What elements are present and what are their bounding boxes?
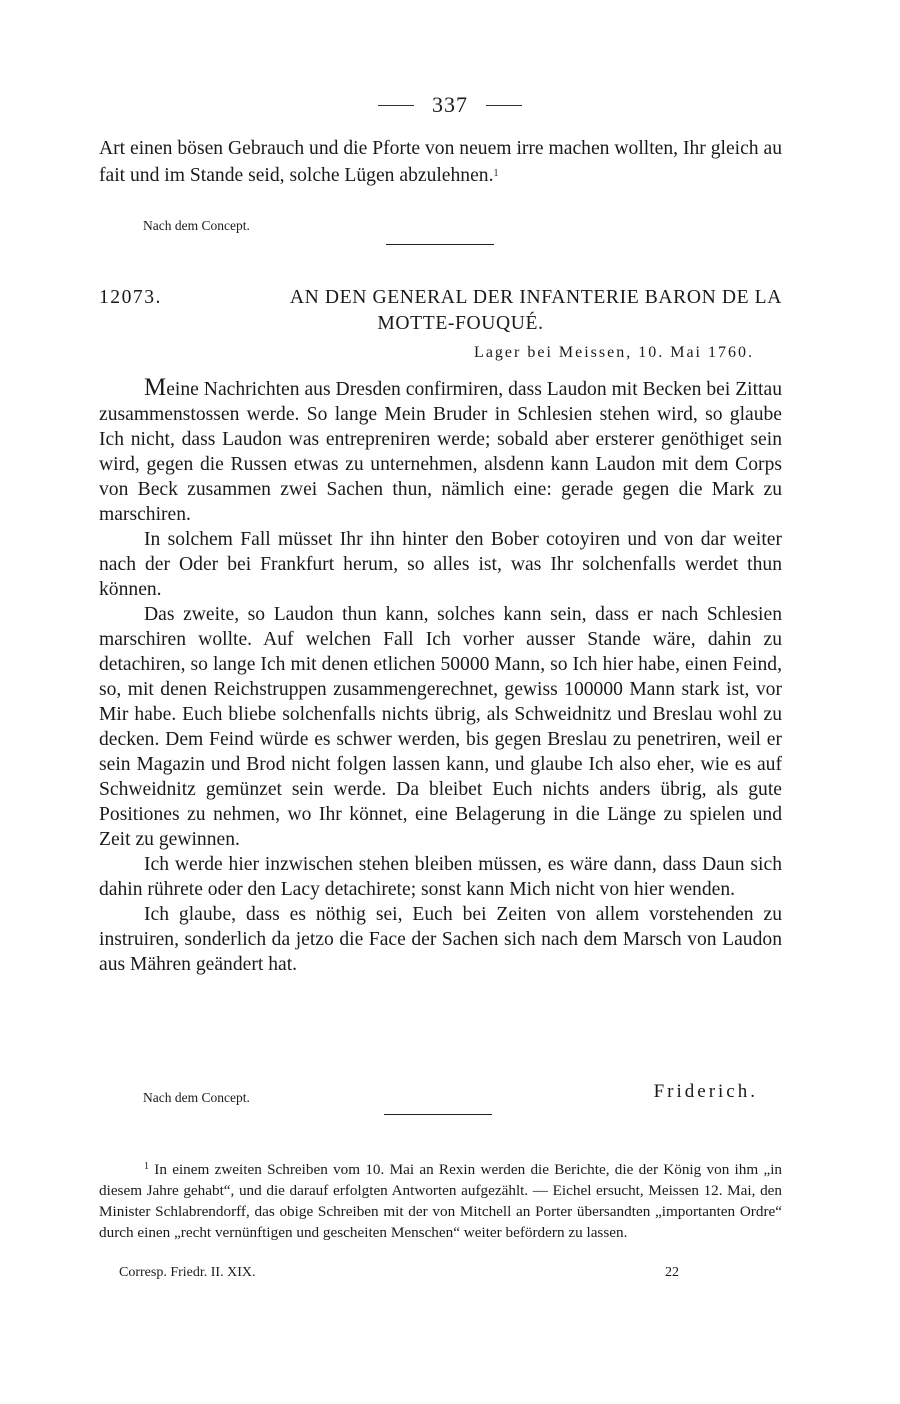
letter-paragraph-4: Ich werde hier inzwischen stehen bleiben müssen, es wäre dann, dass Daun sich dahin rührete oder den Lacy detachirete; sonst kann Mich nicht von hier wenden.	[99, 854, 782, 900]
letter-paragraph-5: Ich glaube, dass es nöthig sei, Euch bei Zeiten von allem vorstehenden zu instruiren, sonderlich da jetzo die Face der Sachen sich nach dem Marsch von Laudon aus Mähren geändert hat.	[99, 904, 782, 975]
carryover-text: Art einen bösen Gebrauch und die Pforte von neuem irre machen wollten, Ihr gleich au fait und im Stande seid, solche Lügen abzulehnen.	[99, 138, 782, 186]
letter-body	[99, 375, 782, 977]
footnote-reference: 1	[493, 168, 499, 179]
letter-signature: Friderich.	[653, 1081, 758, 1102]
letter-source-note: Nach dem Concept.	[143, 1090, 250, 1105]
header-dash-left	[378, 105, 414, 106]
letter-number: 12073.	[99, 287, 162, 308]
page-footer	[119, 1265, 679, 1281]
footer-gathering-number: 22	[665, 1265, 679, 1280]
letter-title-line1: AN DEN GENERAL DER INFANTERIE BARON DE LA	[289, 287, 782, 308]
carryover-source-note: Nach dem Concept.	[143, 218, 250, 233]
letter-paragraph-1	[99, 375, 782, 527]
footnote	[99, 1156, 782, 1243]
section-divider	[386, 244, 494, 245]
page-header	[0, 90, 900, 120]
letter-paragraph-3: Das zweite, so Laudon thun kann, solches kann sein, dass er nach Schlesien marschiren wollte. Auf welchen Fall Ich vorher ausser Stande wäre, dahin zu detachiren, so lange Ich mit denen etlichen 50000 Mann, so Ich hier habe, einen Feind, so, mit denen Reichstruppen zusammengerechnet, gewiss 100000 Mann stark ist, vor Mir habe. Euch bliebe solchenfalls nichts übrig, als Schweidnitz und Breslau wohl zu decken. Dem Feind würde es schwer werden, bis gegen Breslau zu penetriren, weil er sein Magazin und Brod nicht folgen lassen kann, und glaube Ich also eher, wie es auf Schweidnitz gemünzet sein werde. Da bleibet Euch nichts anders übrig, als gute Positiones zu nehmen, wo Ihr könnet, eine Belagerung in die Länge zu spielen und Zeit zu gewinnen.	[99, 604, 782, 850]
letter-dateline: Lager bei Meissen, 10. Mai 1760.	[474, 344, 754, 361]
header-dash-right	[486, 105, 522, 106]
letter-paragraph-2: In solchem Fall müsset Ihr ihn hinter den Bober cotoyiren und von dar weiter nach der Oder bei Frankfurt herum, so alles ist, was Ihr solchenfalls werdet thun können.	[99, 529, 782, 600]
paragraph-text: eine Nachrichten aus Dresden confirmiren, dass Laudon mit Becken bei Zittau zusammenstossen werde. So lange Mein Bruder in Schlesien stehen wird, so glaube Ich nicht, dass Laudon was entrepreniren werde; sobald aber ersterer genöthiget sein wird, gegen die Russen etwas zu unternehmen, alsdenn kann Laudon mit dem Corps von Beck zusammen zwei Sachen thun, nämlich eine: gerade gegen die Mark zu marschiren.	[99, 379, 782, 525]
footnote-divider	[384, 1114, 492, 1115]
footer-signature-mark: Corresp. Friedr. II. XIX.	[119, 1265, 256, 1280]
carryover-paragraph	[99, 136, 782, 188]
page-number: 337	[432, 92, 468, 117]
footnote-text: In einem zweiten Schreiben vom 10. Mai an Rexin werden die Berichte, die der König von ihm „in diesem Jahre gehabt“, und die darauf erfolgten Antworten aufgezählt. — Eichel ersucht, Meissen 12. Mai, den Minister Schlabrendorff, das obige Schreiben mit der von Mitchell an Porter übersandten „importanten Ordre“ durch einen „recht vernünftigen und gescheiten Menschen“ weiter befördern zu lassen.	[99, 1161, 783, 1241]
initial-letter: M	[144, 374, 167, 401]
letter-title-line2: MOTTE-FOUQUÉ.	[377, 313, 544, 334]
footnote-mark: 1	[144, 1161, 149, 1172]
